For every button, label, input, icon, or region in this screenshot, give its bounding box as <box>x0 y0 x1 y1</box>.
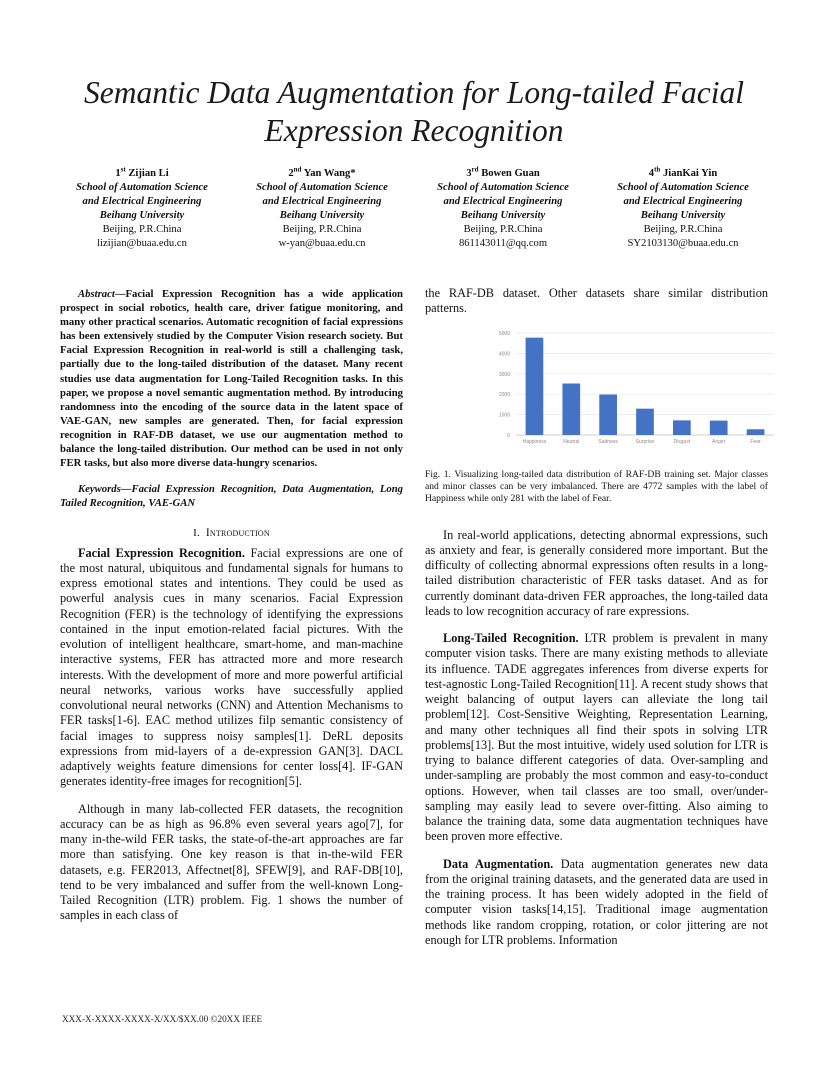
author-affiliation: School of Automation Science <box>617 182 749 193</box>
bar-disgust <box>673 420 691 435</box>
x-tick-label: Sadness <box>598 439 618 445</box>
author-2 <box>232 167 412 251</box>
bar-sadness <box>599 395 617 435</box>
author-affiliation: School of Automation Science <box>76 182 208 193</box>
body-paragraph <box>60 802 403 924</box>
author-3 <box>413 167 593 251</box>
author-1 <box>52 167 232 251</box>
right-intro: the RAF-DB dataset. Other datasets share similar distribution patterns. <box>425 286 768 316</box>
right-column <box>425 460 768 948</box>
author-city: Beijing, P.R.China <box>282 224 362 235</box>
x-tick-label: Anger <box>712 439 726 445</box>
paragraph-text: LTR problem is prevalent in many computer vision tasks. There are many existing methods to alleviate its influence. TADE aggregates inferences from diverse experts for test-agnostic Long-Tailed Recognition[11]. A recent study shows that weight balancing of output layers can alleviate the long tail problem[12]. Cost-Sensitive Weighting, Representation Learning, and many other techniques all find their spots in solving LTR problems[13]. But the most intuitive, widely used solution for LTR is trying to balance different categories of data. Over-sampling and under-sampling are probably the most common and easy-to-conduct options. However, when tail classes are too small, over/under-sampling may easily lead to severe over-fitting. Also aiming to balance the training data, some data augmentation techniques have been proven more effective. <box>425 631 769 844</box>
y-tick-label: 2000 <box>498 392 510 399</box>
x-tick-label: Disgust <box>673 439 691 445</box>
x-tick-label: Neutral <box>563 439 580 445</box>
author-affiliation: and Electrical Engineering <box>623 196 743 207</box>
author-name: 2nd Yan Wang* <box>288 165 356 179</box>
author-name: 1st Zijian Li <box>115 165 169 179</box>
paragraph-lead: Data Augmentation. <box>443 856 554 871</box>
body-paragraph <box>425 631 768 845</box>
abstract-label: Abstract <box>78 288 115 300</box>
author-email[interactable]: SY2103130@buaa.edu.cn <box>627 238 739 249</box>
author-email[interactable]: w-yan@buaa.edu.cn <box>278 238 366 249</box>
section-heading: I. Introduction <box>193 527 270 540</box>
paragraph-lead: Long-Tailed Recognition. <box>443 631 579 646</box>
author-affiliation: and Electrical Engineering <box>82 196 202 207</box>
x-tick-label: Surprise <box>635 439 655 445</box>
footer-copyright: XXX-X-XXXX-XXXX-X/XX/$XX.00 ©20XX IEEE <box>62 1014 263 1024</box>
author-city: Beijing, P.R.China <box>463 224 543 235</box>
paragraph-lead: Facial Expression Recognition. <box>78 545 245 560</box>
author-name: 4th JianKai Yin <box>648 165 718 179</box>
y-tick-label: 0 <box>507 433 510 439</box>
body-paragraph <box>60 546 403 790</box>
author-email[interactable]: 861143011@qq.com <box>458 238 548 249</box>
author-affiliation: and Electrical Engineering <box>262 196 382 207</box>
author-city: Beijing, P.R.China <box>643 224 723 235</box>
paper-title: Semantic Data Augmentation for Long-tailed Facial Expression Recognition <box>84 75 744 148</box>
author-university: Beihang University <box>460 210 546 221</box>
bar-neutral <box>562 384 580 435</box>
author-university: Beihang University <box>99 210 185 221</box>
y-tick-label: 4000 <box>498 351 510 358</box>
keywords: Keywords—Facial Expression Recognition, Data Augmentation, Long Tailed Recognition, VAE-GAN <box>60 483 403 510</box>
author-affiliation: School of Automation Science <box>437 182 569 193</box>
y-tick-label: 3000 <box>498 371 510 378</box>
author-email[interactable]: lizijian@buaa.edu.cn <box>97 238 187 249</box>
right-body <box>425 528 768 949</box>
body-paragraph <box>425 857 768 949</box>
author-city: Beijing, P.R.China <box>102 224 182 235</box>
author-university: Beihang University <box>279 210 365 221</box>
bar-happiness <box>526 338 544 435</box>
author-affiliation: and Electrical Engineering <box>443 196 563 207</box>
abstract <box>60 287 403 470</box>
bar-chart <box>480 323 780 453</box>
bar-fear <box>747 429 765 435</box>
abstract-text: —Facial Expression Recognition has a wide application prospect in social robotics, health care, driver fatigue monitoring, and many other practical scenarios. Automatic recognition of facial expressions has been extensively studied by the Computer Vision research society. But Facial Expression Recognition in real-world is still a challenging task, partially due to the long-tailed distribution of the dataset. Many recent studies use data augmentation for Long-Tailed Recognition tasks. In this paper, we propose a novel semantic augmentation method. By introducing randomness into the encoding of the source data in the latent space of VAE-GAN, new samples are generated. Then, for facial expression recognition in RAF-DB dataset, we use our augmentation method to balance the long-tailed distribution. Our method can be used in not only FER tasks, but also more diverse data-hungry scenarios. <box>60 288 403 470</box>
paragraph-text: Facial expressions are one of the most natural, ubiquitous and fundamental signals for humans to express emotional states and intentions. They could be used as powerful analysis cues in many scenarios. Facial Expression Recognition (FER) is the technology of identifying the expressions contained in the input emotion-related facial pictures. With the evolution of intelligent healthcare, smart-home, and man-machine interactive systems, FER has attracted more and more research interests. With the development of more and more powerful artificial neural networks, various works have successfully applied convolutional neural networks (CNN) and Attention Mechanisms to FER tasks[1-6]. EAC method utilizes filp semantic consistency of facial images to suppress noisy samples[1]. DeRL deposits expressions from mid-layers of a de-expression GAN[3]. DACL adaptively weights feature dimensions for center loss[4]. IF-GAN generates identity-free images for recognition[5]. <box>60 545 403 789</box>
y-tick-label: 5000 <box>498 331 510 337</box>
paragraph-text: In real-world applications, detecting abnormal expressions, such as anxiety and fear, is generally considered more important. But the difficulty of collecting abnormal expressions often results in a long-tailed distribution characteristic of FER tasks dataset. And as for currently dominant data-driven FER approaches, the long-tailed data leads to low recognition accuracy of rare expressions. <box>425 527 768 618</box>
body-paragraph <box>425 528 768 620</box>
left-body <box>60 546 403 924</box>
left-column <box>60 287 403 924</box>
x-tick-label: Fear <box>750 439 761 445</box>
author-4 <box>593 167 773 251</box>
x-tick-label: Happiness <box>522 439 547 445</box>
author-university: Beihang University <box>640 210 726 221</box>
y-tick-label: 1000 <box>498 412 510 419</box>
figure-caption: Fig. 1. Visualizing long-tailed data distribution of RAF-DB training set. Major classes and minor classes can be very imbalanced. There are 4772 samples with the label of Happiness while only 281 with the label of Fear. <box>425 469 768 505</box>
bar-surprise <box>636 409 654 435</box>
right-column-top <box>425 286 768 317</box>
paragraph-text: Data augmentation generates new data from the original training datasets, and the generated data are used in the training process. It has been widely adopted in the field of computer vision tasks[14,15]. Traditional image augmentation methods like random cropping, rotation, or color jittering are not enough for LTR problems. Information <box>425 856 768 947</box>
bar-anger <box>710 421 728 435</box>
section-title: Introduction <box>205 527 270 540</box>
figure-1-chart <box>480 323 780 453</box>
author-name: 3rd Bowen Guan <box>466 165 540 179</box>
paragraph-text: Although in many lab-collected FER datasets, the recognition accuracy can be as high as 96.8% even several years ago[7], for many in-the-wild FER tasks, the state-of-the-art approaches are far more than satisfying. One key reason is that in-the-wild FER datasets, e.g. FER2013, Affectnet[8], SFEW[9], and RAF-DB[10], tend to be very imbalanced and suffer from the well-known Long-Tailed Recognition (LTR) problem. Fig. 1 shows the number of samples in each class of <box>60 801 403 923</box>
author-affiliation: School of Automation Science <box>256 182 388 193</box>
